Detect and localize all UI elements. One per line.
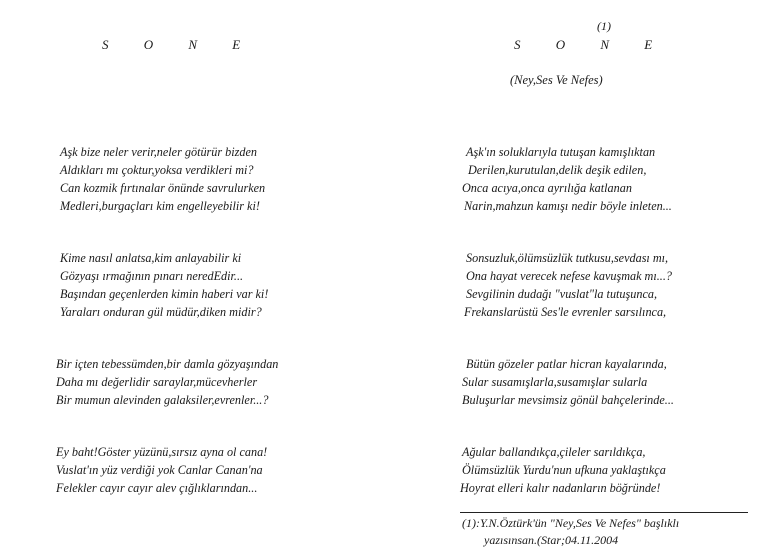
left-stanza-3 bbox=[56, 355, 278, 409]
poem-line: Aldıkları mı çoktur,yoksa verdikleri mi? bbox=[60, 163, 254, 177]
poem-line: Onca acıya,onca ayrılığa katlanan bbox=[462, 181, 632, 195]
poem-line: Bir mumun alevinden galaksiler,evrenler...? bbox=[56, 393, 269, 407]
poem-line: Sonsuzluk,ölümsüzlük tutkusu,sevdası mı, bbox=[466, 251, 669, 265]
poem-line: Buluşurlar mevsimsiz gönül bahçelerinde... bbox=[462, 393, 674, 407]
left-stanza-4 bbox=[56, 443, 267, 497]
poem-line: Bir içten tebessümden,bir damla gözyaşından bbox=[56, 357, 279, 371]
left-poem-title: S O N E bbox=[102, 37, 257, 52]
poem-line: Derilen,kurutulan,delik deşik edilen, bbox=[468, 163, 647, 177]
poem-line: Daha mı değerlidir saraylar,mücevherler bbox=[56, 375, 258, 389]
poem-line: Ey baht!Göster yüzünü,sırsız ayna ol cana! bbox=[56, 445, 268, 459]
poem-line: Can kozmik fırtınalar önünde savrulurken bbox=[60, 181, 266, 195]
right-stanza-1 bbox=[462, 143, 672, 215]
left-stanza-1 bbox=[60, 143, 265, 215]
poem-line: Gözyaşı ırmağının pınarı neredEdir... bbox=[60, 269, 244, 283]
footnote-line-2: yazısınsan.(Star;04.11.2004 bbox=[484, 533, 619, 547]
poem-line: Ağular ballandıkça,çileler sarıldıkça, bbox=[462, 445, 646, 459]
poem-line: Başından geçenlerden kimin haberi var ki! bbox=[60, 287, 269, 301]
poem-line: Narin,mahzun kamışı nedir böyle inleten... bbox=[464, 199, 672, 213]
poem-line: Felekler cayır cayır alev çığlıklarından... bbox=[56, 481, 258, 495]
poem-line: Hoyrat elleri kalır nadanların böğründe! bbox=[460, 481, 661, 495]
right-stanza-4 bbox=[460, 443, 666, 497]
poem-line: Bütün gözeler patlar hicran kayalarında, bbox=[466, 357, 667, 371]
footnote-marker: (1) bbox=[597, 19, 611, 33]
footnote-line-1: (1):Y.N.Öztürk'ün "Ney,Ses Ve Nefes" başlıklı bbox=[462, 516, 680, 530]
poem-line: Frekanslarüstü Ses'le evrenler sarsılınca, bbox=[464, 305, 667, 319]
footnote-divider bbox=[460, 512, 748, 513]
poem-line: Aşk'ın soluklarıyla tutuşan kamışlıktan bbox=[466, 145, 656, 159]
poem-line: Yaraları onduran gül müdür,diken midir? bbox=[60, 305, 262, 319]
footnote bbox=[462, 515, 679, 549]
poem-line: Sevgilinin dudağı "vuslat"la tutuşunca, bbox=[466, 287, 658, 301]
right-poem-title: S O N E bbox=[514, 37, 669, 52]
poem-line: Medleri,burgaçları kim engelleyebilir ki! bbox=[60, 199, 260, 213]
right-stanza-3 bbox=[462, 355, 674, 409]
poem-line: Aşk bize neler verir,neler götürür bizden bbox=[60, 145, 257, 159]
poem-line: Kime nasıl anlatsa,kim anlayabilir ki bbox=[60, 251, 242, 265]
right-poem-subtitle: (Ney,Ses Ve Nefes) bbox=[510, 73, 603, 87]
poem-line: Vuslat'ın yüz verdiği yok Canlar Canan'na bbox=[56, 463, 263, 477]
poem-line: Ölümsüzlük Yurdu'nun ufkuna yaklaştıkça bbox=[462, 463, 666, 477]
poem-line: Sular susamışlarla,susamışlar sularla bbox=[462, 375, 648, 389]
poem-line: Ona hayat verecek nefese kavuşmak mı...? bbox=[466, 269, 672, 283]
right-stanza-2 bbox=[466, 249, 672, 321]
left-stanza-2 bbox=[60, 249, 268, 321]
